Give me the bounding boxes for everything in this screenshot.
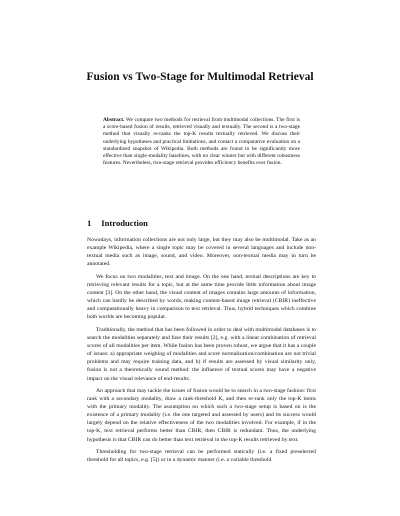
abstract-text: We compare two methods for retrieval from multimodal collections. The first is a score-based fusion of results, retrieved visually and textually. The second is a two-stage method that visually re-ranks the top-K results textually retrieved. We discuss their underlying hypotheses and practical limitations, and contact a comparative evaluation on a standardized snapshot of Wikipedia. Both methods are found to be significantly more effective than single-modality baselines, with no clear winner but with different robustness features. Nevertheless, two-stage retrieval provides efficiency benefits over fusion.	[103, 117, 300, 167]
body-text	[87, 236, 316, 468]
paragraph-1: Nowadays, information collections are not only large, but they may also be multimodal. Take as an example Wikipedia, where a single topic may be covered in several languages and include non-textual media such as image, sound, and video. Moreover, non-textual media may in turn be annotated.	[87, 237, 316, 268]
abstract	[103, 117, 300, 167]
paper-title: Fusion vs Two-Stage for Multimodal Retrieval	[86, 71, 314, 83]
paragraph-5: Thresholding for two-stage retrieval can be performed statically (i.e. a fixed preselected threshold for all topics, e.g. [5]) or in a dynamic manner (i.e. a variable threshold	[87, 448, 316, 463]
paragraph-4: An approach that may tackle the issues of fusion would be to search in a two-stage fashion: first rank with a secondary modality, draw a rank-threshold K, and then re-rank only the top-K items with the primary modality. The assumption on which such a two-stage setup is based on is the existence of a primary modality (i.e. the one targeted and assessed by users) and its success would largely depend on the relative effectiveness of the two modalities involved. For example, if in the top-K, text retrieval performs better than CBIR, then CBIR is redundant. Thus, the underlying hypothesis is that CBIR can do better than text retrieval in the top-K results retrieved by text.	[87, 387, 316, 443]
paragraph-3: Traditionally, the method that has been followed in order to deal with multimodal databases is to search the modalities separately and fuse their results [2], e.g. with a linear combination of retrieval scores of all modalities per item. While fusion has been proven robust, we argue that it has a couple of issues: a) appropriate weighing of modalities and score normalization/combination are not trivial problems and may require training data, and b) if results are assessed by visual similarity only, fusion is not a theoretically sound method: the influence of textual scores may have a negative impact on the visual relevance of end-results.	[87, 326, 316, 382]
section-number: 1	[87, 218, 92, 228]
paragraph-2: We focus on two modalities, text and image. On the one hand, textual descriptions are key to retrieving relevant results for a topic, but at the same time provide little information about image content [3]. On the other hand, the visual content of images contains large amounts of information, which can hardly be described by words, making content-based image retrieval (CBIR) ineffective and computationally heavy in comparison to text retrieval. Thus, hybrid techniques which combine both worlds are becoming popular.	[87, 273, 316, 321]
section-title: Introduction	[101, 218, 148, 228]
abstract-label: Abstract.	[103, 117, 125, 123]
section-heading	[87, 218, 148, 228]
